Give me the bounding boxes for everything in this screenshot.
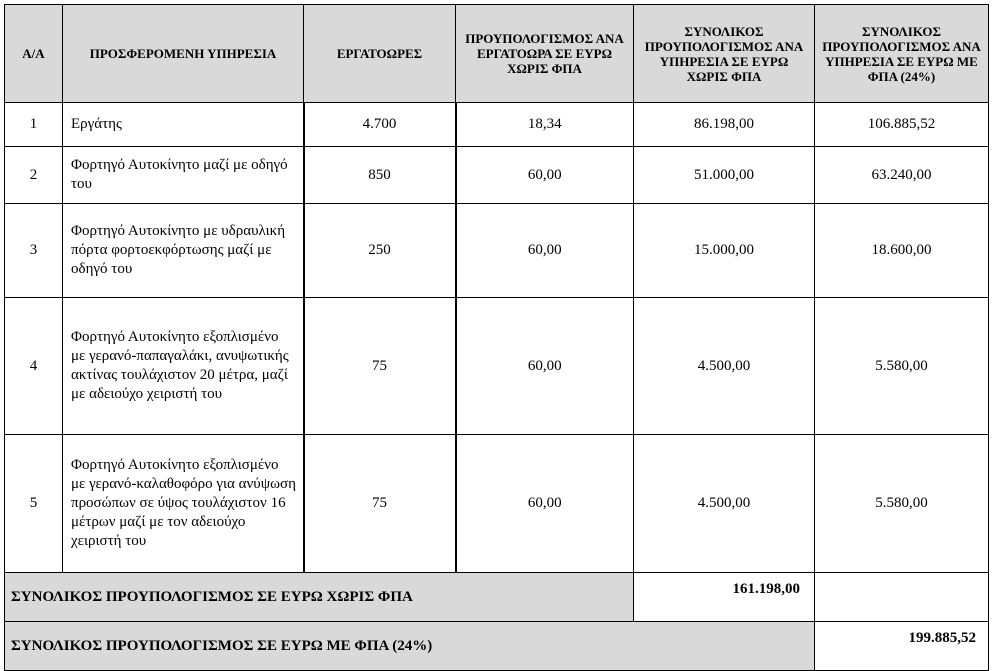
row-service: Φορτηγό Αυτοκίνητο μαζί με οδηγό του <box>63 147 304 204</box>
row-unit-budget: 18,34 <box>456 103 634 147</box>
row-hours: 250 <box>304 204 456 298</box>
row-total-no-vat: 4.500,00 <box>634 298 815 435</box>
table-row <box>5 204 989 298</box>
row-service: Εργάτης <box>63 103 304 147</box>
row-aa: 5 <box>5 435 63 573</box>
header-total-no-vat: ΣΥΝΟΛΙΚΟΣ ΠΡΟΥΠΟΛΟΓΙΣΜΟΣ ΑΝΑ ΥΠΗΡΕΣΙΑ ΣΕ ΕΥΡΩ ΧΩΡΙΣ ΦΠΑ <box>634 5 815 103</box>
header-unit-budget: ΠΡΟΥΠΟΛΟΓΙΣΜΟΣ ΑΝΑ ΕΡΓΑΤΟΩΡΑ ΣΕ ΕΥΡΩ ΧΩΡΙΣ ΦΠΑ <box>456 5 634 103</box>
row-unit-budget: 60,00 <box>456 298 634 435</box>
total-no-vat-value: 161.198,00 <box>634 573 815 622</box>
row-service: Φορτηγό Αυτοκίνητο εξοπλισμένο με γερανό-καλαθοφόρο για ανύψωση προσώπων σε ύψος τουλάχιστον 16 μέτρων μαζί με τον αδειούχο χειριστή του <box>63 435 304 573</box>
row-total-vat: 18.600,00 <box>815 204 989 298</box>
total-vat-value: 199.885,52 <box>815 622 989 671</box>
row-unit-budget: 60,00 <box>456 147 634 204</box>
row-total-no-vat: 15.000,00 <box>634 204 815 298</box>
header-row <box>5 5 989 103</box>
total-no-vat-label: ΣΥΝΟΛΙΚΟΣ ΠΡΟΥΠΟΛΟΓΙΣΜΟΣ ΣΕ ΕΥΡΩ ΧΩΡΙΣ ΦΠΑ <box>5 573 634 622</box>
header-service: ΠΡΟΣΦΕΡΟΜΕΝΗ ΥΠΗΡΕΣΙΑ <box>63 5 304 103</box>
row-total-no-vat: 4.500,00 <box>634 435 815 573</box>
row-unit-budget: 60,00 <box>456 204 634 298</box>
row-total-vat: 106.885,52 <box>815 103 989 147</box>
row-hours: 75 <box>304 435 456 573</box>
total-vat-row <box>5 622 989 671</box>
row-total-vat: 63.240,00 <box>815 147 989 204</box>
header-aa: Α/Α <box>5 5 63 103</box>
table-row <box>5 435 989 573</box>
row-unit-budget: 60,00 <box>456 435 634 573</box>
budget-table-container <box>4 4 989 671</box>
row-hours: 75 <box>304 298 456 435</box>
row-total-no-vat: 51.000,00 <box>634 147 815 204</box>
row-service: Φορτηγό Αυτοκίνητο με υδραυλική πόρτα φορτοεκφόρτωσης μαζί με οδηγό του <box>63 204 304 298</box>
total-no-vat-blank-cell <box>815 573 989 622</box>
table-row <box>5 147 989 204</box>
total-vat-label: ΣΥΝΟΛΙΚΟΣ ΠΡΟΥΠΟΛΟΓΙΣΜΟΣ ΣΕ ΕΥΡΩ ΜΕ ΦΠΑ (24%) <box>5 622 815 671</box>
header-hours: ΕΡΓΑΤΟΩΡΕΣ <box>304 5 456 103</box>
row-total-vat: 5.580,00 <box>815 435 989 573</box>
table-row <box>5 298 989 435</box>
budget-table <box>4 4 989 671</box>
row-total-vat: 5.580,00 <box>815 298 989 435</box>
row-aa: 1 <box>5 103 63 147</box>
row-aa: 3 <box>5 204 63 298</box>
row-aa: 2 <box>5 147 63 204</box>
row-service: Φορτηγό Αυτοκίνητο εξοπλισμένο με γερανό-παπαγαλάκι, ανυψωτικής ακτίνας τουλάχιστον 20 μέτρα, μαζί με αδειούχο χειριστή του <box>63 298 304 435</box>
row-hours: 850 <box>304 147 456 204</box>
header-total-vat: ΣΥΝΟΛΙΚΟΣ ΠΡΟΥΠΟΛΟΓΙΣΜΟΣ ΑΝΑ ΥΠΗΡΕΣΙΑ ΣΕ ΕΥΡΩ ΜΕ ΦΠΑ (24%) <box>815 5 989 103</box>
table-row <box>5 103 989 147</box>
row-total-no-vat: 86.198,00 <box>634 103 815 147</box>
row-hours: 4.700 <box>304 103 456 147</box>
row-aa: 4 <box>5 298 63 435</box>
total-no-vat-row <box>5 573 989 622</box>
